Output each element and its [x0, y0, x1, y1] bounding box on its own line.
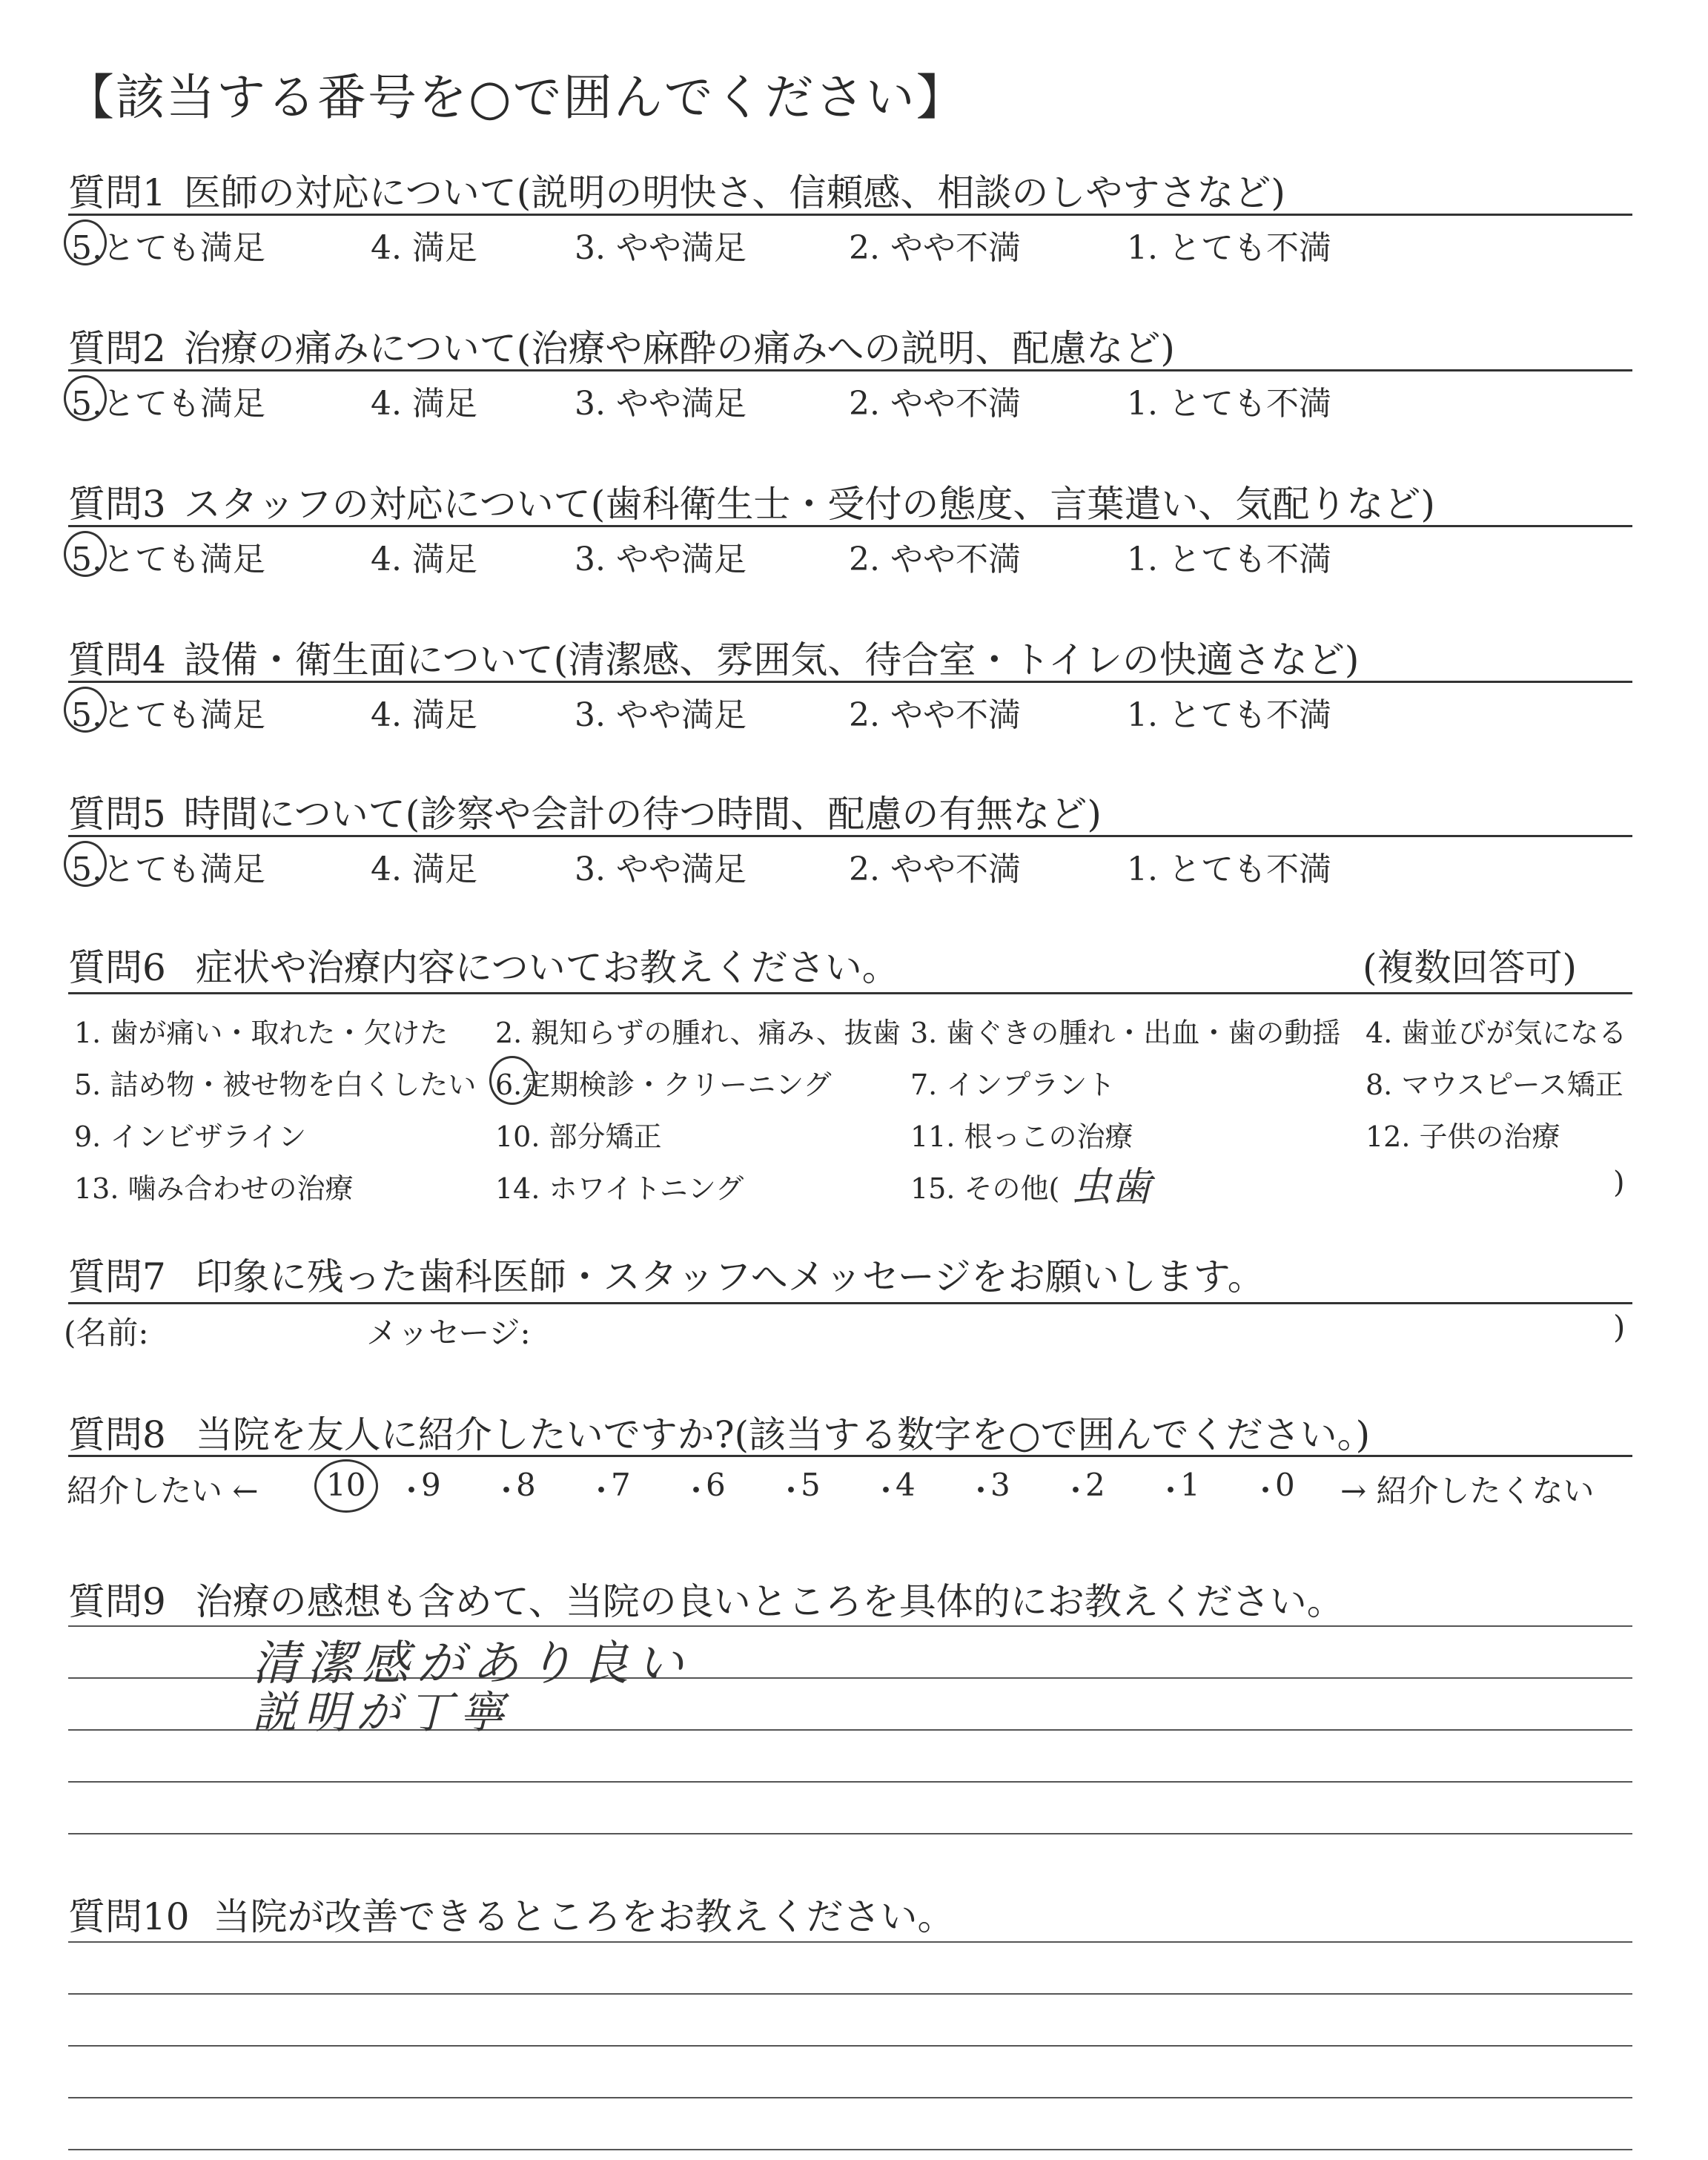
q8-scale-7[interactable]: 7: [611, 1467, 631, 1503]
page-title: 【該当する番号を○で囲んでください】: [65, 69, 967, 126]
q8-scale-separator: ・: [775, 1473, 807, 1509]
q8-scale-separator: ・: [1060, 1473, 1092, 1509]
q8-scale-5[interactable]: 5: [801, 1467, 821, 1503]
q5-label: 質問5: [68, 793, 166, 836]
q8-scale-9[interactable]: 9: [421, 1467, 441, 1503]
q4-option-2[interactable]: 2. やや不満: [849, 696, 1021, 734]
q1-option-3[interactable]: 3. やや満足: [575, 229, 747, 267]
q3-heading: [68, 475, 1435, 528]
q8-scale-separator: ・: [1155, 1473, 1187, 1509]
q5-heading: [68, 785, 1102, 838]
q6-option-8[interactable]: 8. マウスピース矯正: [1366, 1069, 1623, 1101]
q3-option-4[interactable]: 4. 満足: [371, 541, 477, 578]
q8-selection-circle: [314, 1459, 378, 1513]
q4-label: 質問4: [68, 638, 166, 681]
q9-label: 質問9: [68, 1580, 166, 1623]
q6-option-12[interactable]: 12. 子供の治療: [1366, 1120, 1560, 1153]
q8-scale-separator: ・: [491, 1473, 523, 1509]
q6-option-1[interactable]: 1. 歯が痛い・取れた・欠けた: [74, 1017, 448, 1049]
q2-option-1[interactable]: 1. とても不満: [1127, 385, 1331, 423]
q2-label: 質問2: [68, 327, 166, 370]
q8-scale-6[interactable]: 6: [706, 1467, 726, 1503]
q3-text: スタッフの対応について(歯科衛生士・受付の態度、言葉遣い、気配りなど): [183, 483, 1435, 526]
q3-rule: [68, 525, 1632, 527]
q3-option-3[interactable]: 3. やや満足: [575, 541, 747, 578]
q8-scale-0[interactable]: 0: [1275, 1467, 1295, 1503]
q10-line-3: [68, 2045, 1632, 2047]
q2-selection-circle: [64, 375, 107, 421]
q8-scale-10[interactable]: 10: [326, 1467, 366, 1503]
q6-option-5[interactable]: 5. 詰め物・被せ物を白くしたい: [74, 1069, 477, 1101]
q9-heading: [68, 1572, 1344, 1625]
q6-option-14[interactable]: 14. ホワイトニング: [495, 1172, 744, 1205]
q5-rule: [68, 835, 1632, 837]
q3-option-2[interactable]: 2. やや不満: [849, 541, 1021, 578]
q8-rule: [68, 1455, 1632, 1457]
q1-option-5[interactable]: 5.とても満足: [71, 229, 265, 267]
q5-text: 時間について(診察や会計の待つ時間、配慮の有無など): [183, 793, 1102, 836]
q8-scale-separator: ・: [586, 1473, 618, 1509]
q7-label: 質問7: [68, 1255, 166, 1298]
q9-text: 治療の感想も含めて、当院の良いところを具体的にお教えください。: [195, 1580, 1344, 1623]
q6-option-11[interactable]: 11. 根っこの治療: [910, 1120, 1133, 1153]
q5-selection-circle: [64, 841, 107, 887]
q9-line-5: [68, 1833, 1632, 1834]
q1-selection-circle: [64, 219, 107, 265]
q1-heading: [68, 163, 1285, 217]
q2-option-5[interactable]: 5.とても満足: [71, 385, 265, 423]
q8-text: 当院を友人に紹介したいですか?(該当する数字を○で囲んでください。): [195, 1413, 1371, 1456]
q5-option-2[interactable]: 2. やや不満: [849, 851, 1021, 888]
q8-scale-separator: ・: [1250, 1473, 1282, 1509]
q8-scale-2[interactable]: 2: [1085, 1467, 1105, 1503]
q2-heading: [68, 319, 1175, 372]
q3-option-1[interactable]: 1. とても不満: [1127, 541, 1331, 578]
q8-left-label: 紹介したい ←: [67, 1473, 259, 1509]
q7-text: 印象に残った歯科医師・スタッフへメッセージをお願いします。: [195, 1255, 1265, 1298]
q6-option-15[interactable]: 15. その他(: [910, 1172, 1060, 1205]
q3-label: 質問3: [68, 483, 166, 526]
q3-selection-circle: [64, 531, 107, 577]
q10-label: 質問10: [68, 1895, 190, 1938]
q1-label: 質問1: [68, 171, 166, 214]
q8-scale-separator: ・: [681, 1473, 712, 1509]
q8-scale-1[interactable]: 1: [1180, 1467, 1200, 1503]
q1-option-2[interactable]: 2. やや不満: [849, 229, 1021, 267]
q1-rule: [68, 214, 1632, 216]
q7-close: ): [1613, 1309, 1626, 1345]
q8-scale-3[interactable]: 3: [990, 1467, 1010, 1503]
q6-text: 症状や治療内容についてお教えください。: [195, 946, 899, 989]
q10-heading: [68, 1887, 955, 1941]
q9-answer-2: 説明が丁寧: [252, 1687, 512, 1739]
q7-name-label: (名前:: [64, 1315, 149, 1351]
q2-rule: [68, 369, 1632, 371]
q2-option-4[interactable]: 4. 満足: [371, 385, 477, 423]
q2-text: 治療の痛みについて(治療や麻酔の痛みへの説明、配慮など): [183, 327, 1175, 370]
q6-label: 質問6: [68, 946, 166, 989]
q4-heading: [68, 630, 1359, 684]
q5-option-5[interactable]: 5.とても満足: [71, 851, 265, 888]
q8-scale-8[interactable]: 8: [516, 1467, 536, 1503]
q6-other-handwriting: 虫歯: [1071, 1163, 1151, 1210]
q7-message-label: メッセージ:: [366, 1315, 531, 1351]
q5-option-1[interactable]: 1. とても不満: [1127, 851, 1331, 888]
q6-option-7[interactable]: 7. インプラント: [910, 1069, 1116, 1101]
q9-answer-1: 清潔感があり良い: [252, 1636, 691, 1691]
q8-scale-separator: ・: [870, 1473, 902, 1509]
q10-line-1: [68, 1941, 1632, 1943]
q5-option-3[interactable]: 3. やや満足: [575, 851, 747, 888]
q6-option-9[interactable]: 9. インビザライン: [74, 1120, 307, 1153]
q9-line-4: [68, 1781, 1632, 1783]
q6-option-6[interactable]: 6.定期検診・クリーニング: [495, 1069, 832, 1101]
q6-option-13[interactable]: 13. 噛み合わせの治療: [74, 1172, 354, 1205]
q10-line-5: [68, 2149, 1632, 2150]
q8-scale-separator: ・: [965, 1473, 997, 1509]
q8-scale-separator: ・: [396, 1473, 428, 1509]
q5-option-4[interactable]: 4. 満足: [371, 851, 477, 888]
q6-rule: [68, 992, 1632, 994]
q6-option-4[interactable]: 4. 歯並びが気になる: [1366, 1017, 1627, 1049]
q4-option-4[interactable]: 4. 満足: [371, 696, 477, 734]
q2-option-2[interactable]: 2. やや不満: [849, 385, 1021, 423]
q6-note: (複数回答可): [1363, 946, 1578, 989]
q8-heading: [68, 1405, 1370, 1459]
q7-rule: [68, 1302, 1632, 1304]
q4-selection-circle: [64, 687, 107, 733]
q10-line-2: [68, 1993, 1632, 1995]
q10-line-4: [68, 2097, 1632, 2098]
q3-option-5[interactable]: 5.とても満足: [71, 541, 265, 578]
q7-heading: [68, 1247, 1265, 1301]
q4-rule: [68, 681, 1632, 683]
q1-option-4[interactable]: 4. 満足: [371, 229, 477, 267]
q1-option-1[interactable]: 1. とても不満: [1127, 229, 1331, 267]
q6-option-10[interactable]: 10. 部分矯正: [495, 1120, 662, 1153]
q1-text: 医師の対応について(説明の明快さ、信頼感、相談のしやすさなど): [183, 171, 1285, 214]
q6-option-3[interactable]: 3. 歯ぐきの腫れ・出血・歯の動揺: [910, 1017, 1341, 1049]
q2-option-3[interactable]: 3. やや満足: [575, 385, 747, 423]
q6-selection-circle: [489, 1056, 535, 1105]
q6-heading: [68, 938, 899, 991]
q8-label: 質問8: [68, 1413, 166, 1456]
q4-text: 設備・衛生面について(清潔感、雰囲気、待合室・トイレの快適さなど): [183, 638, 1360, 681]
q6-other-close: ): [1613, 1166, 1625, 1200]
q8-right-label: → 紹介したくない: [1340, 1473, 1595, 1509]
q8-scale-4[interactable]: 4: [896, 1467, 916, 1503]
q4-option-5[interactable]: 5.とても満足: [71, 696, 265, 734]
q10-text: 当院が改善できるところをお教えください。: [213, 1895, 955, 1938]
q6-option-2[interactable]: 2. 親知らずの腫れ、痛み、抜歯: [495, 1017, 901, 1049]
q4-option-3[interactable]: 3. やや満足: [575, 696, 747, 734]
q4-option-1[interactable]: 1. とても不満: [1127, 696, 1331, 734]
